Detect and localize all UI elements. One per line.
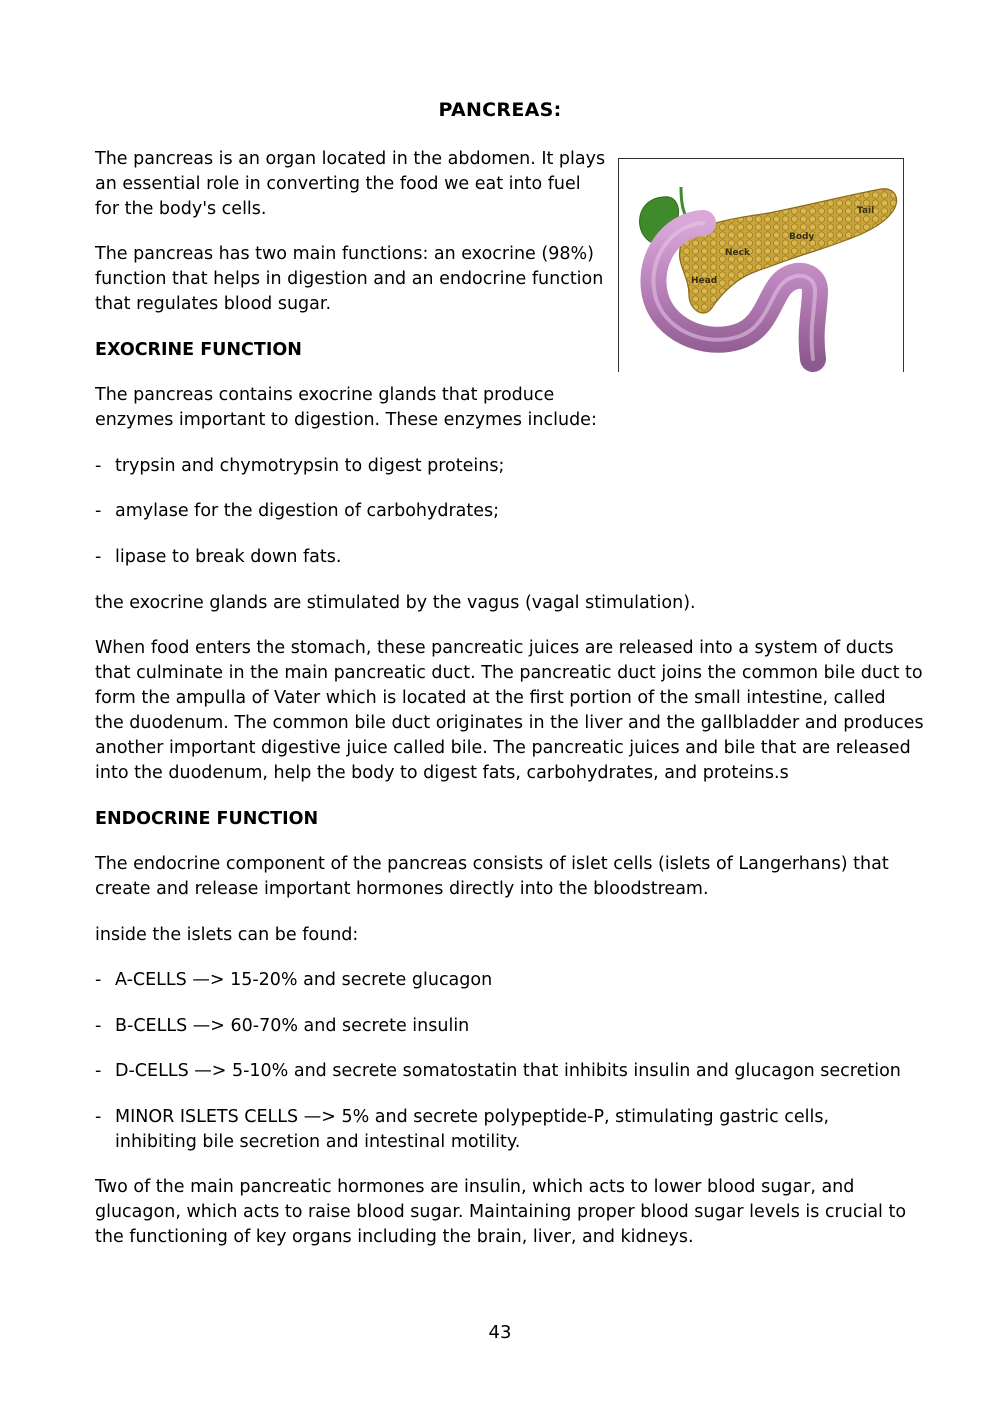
text-line: for the body's cells. — [95, 199, 267, 219]
endocrine-heading: ENDOCRINE FUNCTION — [95, 809, 319, 829]
text-line: an essential role in converting the food we eat into fuel — [95, 174, 581, 194]
label-head: Head — [691, 276, 718, 286]
intro-paragraph-2 — [95, 242, 603, 317]
list-item — [95, 545, 341, 570]
text-line: that regulates blood sugar. — [95, 294, 332, 314]
text-line: create and release important hormones directly into the bloodstream. — [95, 879, 709, 899]
text-line: enzymes important to digestion. These enzymes include: — [95, 410, 597, 430]
islets-lead: inside the islets can be found: — [95, 925, 359, 945]
list-item-text: D-CELLS —> 5-10% and secrete somatostatin that inhibits insulin and glucagon secretion — [115, 1061, 901, 1081]
text-line: The endocrine component of the pancreas consists of islet cells (islets of Langerhans) that — [95, 854, 889, 874]
pancreas-illustration — [618, 158, 904, 372]
text-line: MINOR ISLETS CELLS —> 5% and secrete polypeptide-P, stimulating gastric cells, — [115, 1107, 830, 1127]
text-line: glucagon, which acts to raise blood sugar. Maintaining proper blood sugar levels is crucial to — [95, 1202, 907, 1222]
text-line: The pancreas contains exocrine glands that produce — [95, 385, 555, 405]
list-item — [95, 1105, 829, 1155]
text-line: Two of the main pancreatic hormones are insulin, which acts to lower blood sugar, and — [95, 1177, 855, 1197]
text-line: form the ampulla of Vater which is located at the first portion of the small intestine, called — [95, 688, 886, 708]
text-line: into the duodenum, help the body to digest fats, carbohydrates, and proteins.s — [95, 763, 789, 783]
list-marker: - — [95, 1107, 102, 1127]
label-neck: Neck — [725, 248, 750, 258]
text-line: the duodenum. The common bile duct originates in the liver and the gallbladder and produces — [95, 713, 924, 733]
text-line: another important digestive juice called bile. The pancreatic juices and bile that are released — [95, 738, 911, 758]
text-line: inhibiting bile secretion and intestinal motility. — [115, 1132, 521, 1152]
list-marker: - — [95, 456, 102, 476]
list-item — [95, 968, 492, 993]
text-line: the functioning of key organs including the brain, liver, and kidneys. — [95, 1227, 694, 1247]
list-item-text — [95, 1105, 829, 1155]
list-item-text: A-CELLS —> 15-20% and secrete glucagon — [115, 970, 493, 990]
vagus-note: the exocrine glands are stimulated by the vagus (vagal stimulation). — [95, 593, 696, 613]
exocrine-heading: EXOCRINE FUNCTION — [95, 340, 302, 360]
list-marker: - — [95, 1016, 102, 1036]
text-line: function that helps in digestion and an endocrine function — [95, 269, 604, 289]
list-marker: - — [95, 970, 102, 990]
list-item — [95, 1059, 901, 1084]
list-item-text: B-CELLS —> 60-70% and secrete insulin — [115, 1016, 470, 1036]
list-item-text: trypsin and chymotrypsin to digest proteins; — [115, 456, 505, 476]
list-marker: - — [95, 501, 102, 521]
intro-paragraph-1 — [95, 147, 605, 222]
label-tail: Tail — [857, 206, 875, 216]
page-number: 43 — [488, 1322, 512, 1343]
endocrine-intro — [95, 852, 889, 902]
closing-paragraph — [95, 1175, 906, 1250]
text-line: The pancreas is an organ located in the abdomen. It plays — [95, 149, 606, 169]
page-title: PANCREAS: — [438, 99, 562, 121]
ducts-paragraph — [95, 636, 924, 786]
list-item-text: amylase for the digestion of carbohydrates; — [115, 501, 500, 521]
list-marker: - — [95, 1061, 102, 1081]
list-item — [95, 499, 499, 524]
list-item-text: lipase to break down fats. — [115, 547, 342, 567]
exocrine-intro — [95, 383, 597, 433]
text-line: When food enters the stomach, these pancreatic juices are released into a system of ducts — [95, 638, 894, 658]
pancreas-diagram — [619, 159, 904, 372]
text-line: that culminate in the main pancreatic duct. The pancreatic duct joins the common bile duct to — [95, 663, 923, 683]
label-body: Body — [789, 232, 815, 242]
list-marker: - — [95, 547, 102, 567]
list-item — [95, 454, 504, 479]
text-line: The pancreas has two main functions: an exocrine (98%) — [95, 244, 594, 264]
list-item — [95, 1014, 469, 1039]
